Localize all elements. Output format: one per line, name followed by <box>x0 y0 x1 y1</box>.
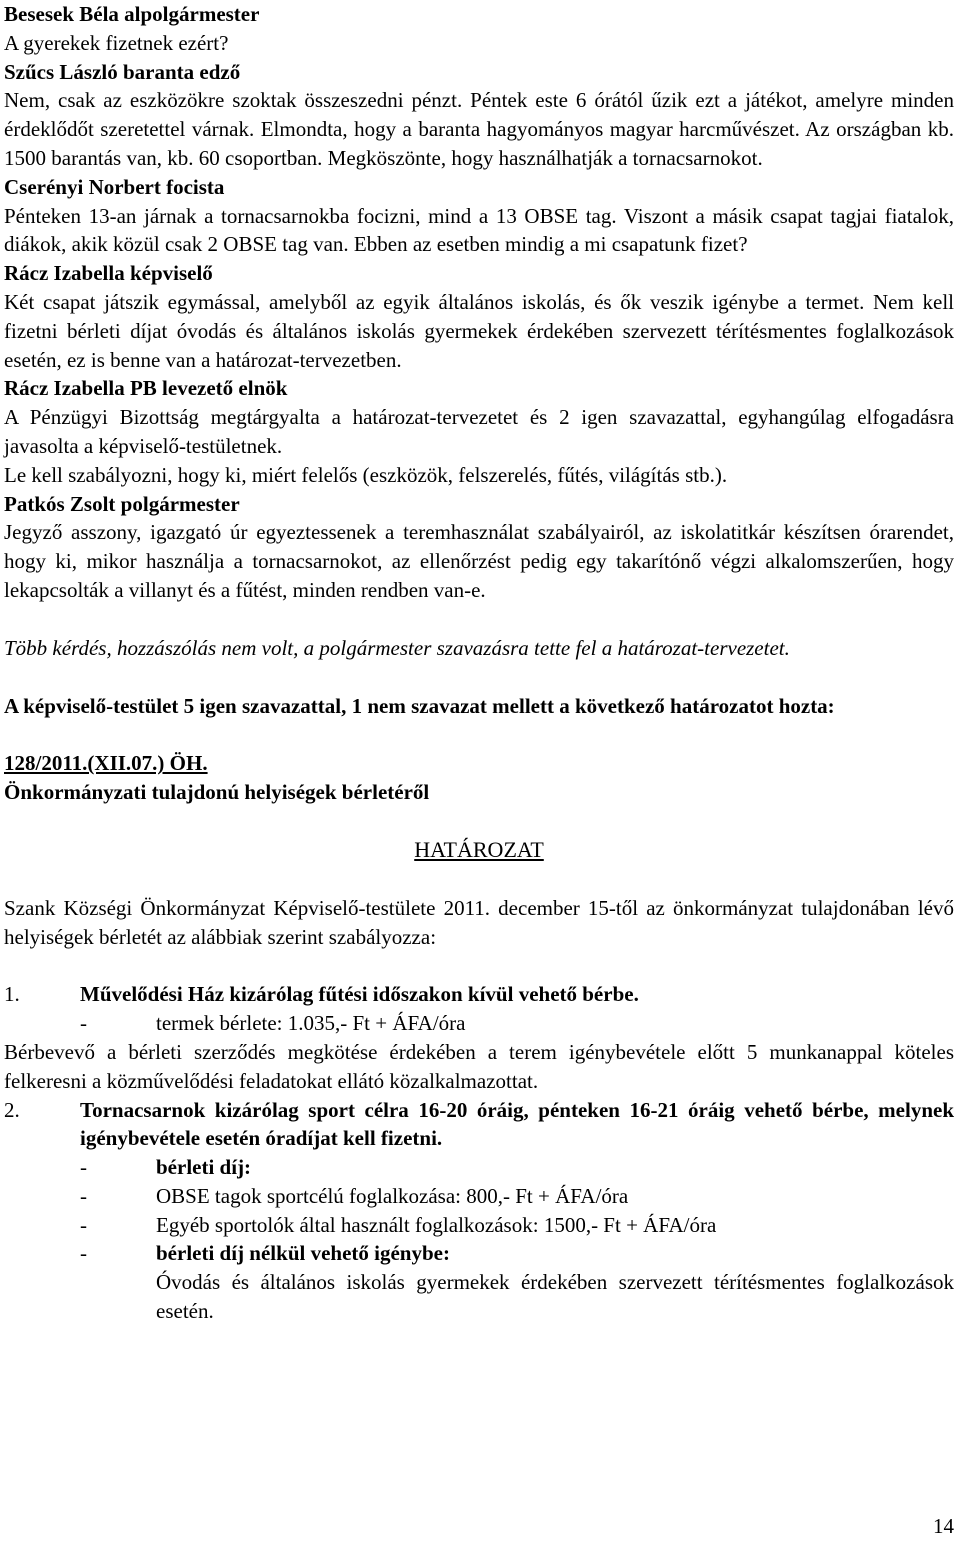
speaker-name: Cserényi Norbert focista <box>4 174 225 199</box>
item-fee-line <box>4 1239 954 1268</box>
item-fee-line <box>4 1182 954 1211</box>
speaker-text: Le kell szabályozni, hogy ki, miért felelős (eszközök, felszerelés, fűtés, világítás stb.). <box>4 462 728 487</box>
dash-marker: - <box>80 1183 87 1208</box>
item-fee-line <box>4 1211 954 1240</box>
vote-statement: A képviselő-testület 5 igen szavazattal, 1 nem szavazat mellett a következő határozatot hozta: <box>4 693 835 718</box>
closing-note: Több kérdés, hozzászólás nem volt, a polgármester szavazásra tette fel a határozat-tervezetet. <box>4 635 790 660</box>
fee-obse: OBSE tagok sportcélú foglalkozása: 800,- Ft + ÁFA/óra <box>156 1183 629 1208</box>
resolution-item-2 <box>4 1096 954 1154</box>
speaker-text: Két csapat játszik egymással, amelyből az egyik általános iskolás, és ők veszik igénybe a termet. Nem kell fizetni bérleti díjat óvodás és általános iskolás gyermekek érdekében szervezett térítésmentes foglalkozások esetén, ez is benne van a határozat-tervezetben. <box>4 289 954 372</box>
free-label: bérleti díj nélkül vehető igénybe: <box>156 1241 450 1266</box>
speaker-block <box>4 173 954 259</box>
dash-marker: - <box>80 1011 87 1036</box>
speaker-block <box>4 58 954 173</box>
dash-marker: - <box>80 1155 87 1180</box>
speaker-name: Besesek Béla alpolgármester <box>4 2 260 26</box>
speaker-name: Rácz Izabella PB levezető elnök <box>4 376 288 401</box>
item-fee-line <box>4 1009 954 1038</box>
item-number: 2. <box>4 1097 20 1122</box>
item-title: Művelődési Ház kizárólag fűtési időszakon kívül vehető bérbe. <box>80 982 639 1007</box>
resolution-subject: Önkormányzati tulajdonú helyiségek bérletéről <box>4 780 430 805</box>
speaker-text: Nem, csak az eszközökre szoktak összeszedni pénzt. Péntek este 6 órától űzik ezt a játékot, amelyre minden érdeklődőt szeretettel várnak. Elmondta, hogy a baranta hagyományos magyar harcművészet. Az országban kb. 1500 barantás van, kb. 60 csoportban. Megköszönte, hogy használhatják a tornacsarnokot. <box>4 88 954 170</box>
resolution-item-1 <box>4 980 954 1009</box>
item-title: Tornacsarnok kizárólag sport célra 16-20 óráig, pénteken 16-21 óráig vehető bérbe, melynek igénybevétele esetén óradíjat kell fizetni. <box>80 1097 954 1151</box>
speaker-text: Jegyző asszony, igazgató úr egyeztessenek a teremhasználat szabályairól, az iskolatitkár készítsen órarendet, hogy ki, mikor használja a tornacsarnokot, az ellenőrzést pedig egy takarítónő végzi alkalomszerűen, hogy lekapcsolták a villanyt és a fűtést, minden rendben van-e. <box>4 520 954 602</box>
resolution-number: 128/2011.(XII.07.) ÖH. <box>4 751 208 776</box>
dash-marker: - <box>80 1212 87 1237</box>
item-number: 1. <box>4 982 20 1007</box>
resolution-heading: HATÁROZAT <box>414 836 544 862</box>
fee-other: Egyéb sportolók által használt foglalkozások: 1500,- Ft + ÁFA/óra <box>156 1212 717 1237</box>
item-fee: termek bérlete: 1.035,- Ft + ÁFA/óra <box>156 1011 466 1036</box>
item-note: Bérbevevő a bérleti szerződés megkötése érdekében a terem igénybevétele előtt 5 munkanappal köteles felkeresni a közművelődési feladatokat ellátó közalkalmazottat. <box>4 1039 954 1093</box>
fee-label: bérleti díj: <box>156 1155 252 1180</box>
speaker-name: Rácz Izabella képviselő <box>4 261 213 286</box>
speaker-name: Patkós Zsolt polgármester <box>4 491 240 516</box>
item-fee-line <box>4 1153 954 1182</box>
page-number: 14 <box>933 1514 954 1538</box>
speaker-name: Szűcs László baranta edző <box>4 59 241 84</box>
speaker-block <box>4 0 954 58</box>
free-text: Óvodás és általános iskolás gyermekek érdekében szervezett térítésmentes foglalkozások esetén. <box>156 1270 954 1324</box>
speaker-text: A gyerekek fizetnek ezért? <box>4 30 229 55</box>
speaker-block <box>4 490 954 605</box>
dash-marker: - <box>80 1241 87 1266</box>
resolution-intro: Szank Községi Önkormányzat Képviselő-testülete 2011. december 15-től az önkormányzat tulajdonában lévő helyiségek bérletét az alábbiak szerint szabályozza: <box>4 895 954 949</box>
speaker-text: A Pénzügyi Bizottság megtárgyalta a határozat-tervezetet és 2 igen szavazattal, egyhangúlag elfogadásra javasolta a képviselő-testületnek. <box>4 405 954 458</box>
speaker-block <box>4 374 954 489</box>
speaker-block <box>4 259 954 374</box>
speaker-text: Pénteken 13-an járnak a tornacsarnokba focizni, mind a 13 OBSE tag. Viszont a másik csapat tagjai fiatalok, diákok, akik közül csak 2 OBSE tag van. Ebben az esetben mindig a mi csapatunk fizet? <box>4 203 954 257</box>
